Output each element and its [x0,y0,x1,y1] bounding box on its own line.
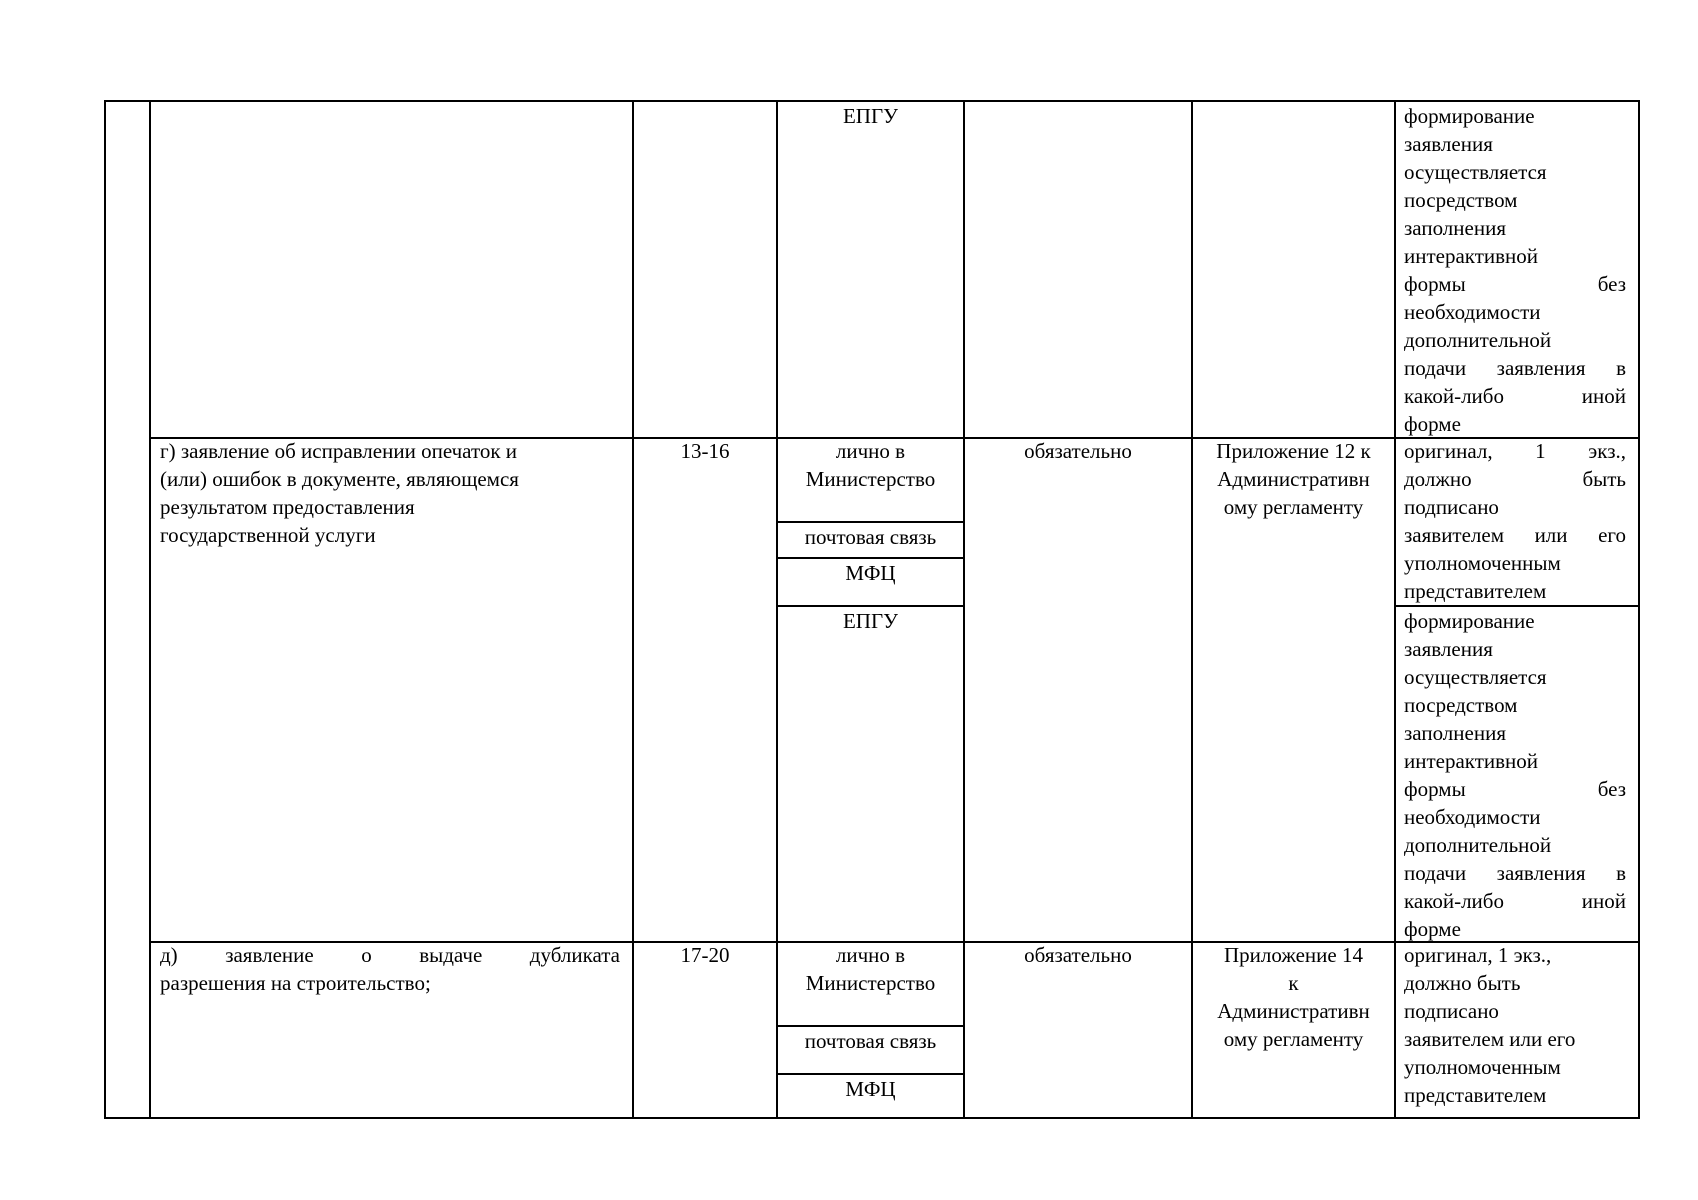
note-line [1404,887,1626,915]
pages-cell [634,941,776,969]
document-name-line: г) заявление об исправлении опечаток и [160,439,518,463]
requirement-line: оригинал, 1 экз., [1404,943,1552,967]
note-line [1404,915,1626,943]
word: заявления [1496,861,1586,885]
requirement-line: уполномоченным [1404,1055,1561,1079]
word: осуществляется [1404,160,1547,184]
requirement-line: подписано [1404,999,1499,1023]
document-name-line: результатом предоставления [160,495,415,519]
note-cell [1404,102,1626,438]
word: уполномоченным [1404,551,1561,575]
pages-text: 17-20 [680,943,730,967]
word: осуществляется [1404,665,1547,689]
note-line [1404,158,1626,186]
word: дополнительной [1404,833,1552,857]
note-line [1404,270,1626,298]
form-reference-line: Приложение 12 к [1216,439,1371,463]
document-name-cell [160,941,620,997]
word: быть [1582,467,1626,491]
note-line [1404,747,1626,775]
document-name-cell [160,437,630,549]
method-epgu-text: ЕПГУ [842,104,898,128]
word: подписано [1404,495,1499,519]
method-epgu [778,607,963,635]
word: в [1616,356,1626,380]
method-post-text: почтовая связь [804,525,937,549]
word: в [1616,861,1626,885]
method-personal-line: Министерство [805,971,936,995]
requirement-line [1404,437,1626,465]
method-post-text: почтовая связь [804,1029,937,1053]
word: оригинал, [1404,439,1493,463]
note-line [1404,831,1626,859]
method-personal [778,941,963,997]
note-line [1404,775,1626,803]
note-line [1404,803,1626,831]
note-line [1404,130,1626,158]
form-reference-line: Административн [1217,467,1370,491]
table-border [1394,101,1396,1119]
word: заявления [1404,637,1493,661]
word: дубликата [529,943,620,967]
method-post [778,523,963,551]
form-reference-line: ому регламенту [1223,495,1364,519]
word: иной [1581,384,1626,408]
word: интерактивной [1404,244,1539,268]
word: форме [1404,412,1461,436]
word: заявителем [1404,523,1505,547]
word: посредством [1404,188,1518,212]
word: заявления [1496,356,1586,380]
table-border [104,1117,1640,1119]
word: о [361,943,372,967]
note-line [1404,410,1626,438]
word: без [1597,272,1626,296]
word: какой-либо [1404,384,1504,408]
requirement-line: представителем [1404,1083,1547,1107]
word: заявления [1404,132,1493,156]
method-post [778,1027,963,1055]
word: необходимости [1404,805,1541,829]
note-line [1404,214,1626,242]
note-line [1404,186,1626,214]
word: какой-либо [1404,889,1504,913]
requirement-line [1404,577,1626,605]
form-reference-line: Приложение 14 [1224,943,1363,967]
method-personal [778,437,963,493]
obligation-cell [965,941,1191,969]
word: должно [1404,467,1472,491]
word: представителем [1404,579,1547,603]
word: интерактивной [1404,749,1539,773]
word: формы [1404,777,1466,801]
word: 1 [1535,439,1546,463]
note-line [1404,102,1626,130]
word: заполнения [1404,721,1506,745]
requirements-cell [1404,941,1626,1109]
method-mfc [778,1075,963,1103]
table-border [149,101,151,1119]
pages-cell [634,437,776,465]
requirement-line [1404,465,1626,493]
word: заявление [225,943,314,967]
obligation-cell [965,437,1191,465]
word: его [1598,523,1626,547]
note-cell [1404,607,1626,943]
word: д) [160,943,178,967]
note-line [1404,691,1626,719]
document-name-line: разрешения на строительство; [160,971,431,995]
word: форме [1404,917,1461,941]
pages-text: 13-16 [680,439,730,463]
form-reference-line: к [1288,971,1299,995]
word: посредством [1404,693,1518,717]
requirement-line [1404,493,1626,521]
word: необходимости [1404,300,1541,324]
word: выдаче [419,943,483,967]
word: формы [1404,272,1466,296]
note-line [1404,663,1626,691]
note-line [1404,354,1626,382]
form-reference-cell [1193,941,1394,1053]
method-personal-line: лично в [835,943,906,967]
note-line [1404,298,1626,326]
word: экз., [1588,439,1626,463]
requirement-line: должно быть [1404,971,1521,995]
form-reference-line: Административн [1217,999,1370,1023]
method-epgu [778,102,963,130]
document-name-line: государственной услуги [160,523,376,547]
method-mfc-text: МФЦ [845,1077,896,1101]
word: заполнения [1404,216,1506,240]
method-personal-line: Министерство [805,467,936,491]
note-line [1404,242,1626,270]
word: подачи [1404,356,1467,380]
word: иной [1581,889,1626,913]
word: дополнительной [1404,328,1552,352]
method-epgu-text: ЕПГУ [842,609,898,633]
note-line [1404,382,1626,410]
form-reference-cell [1193,437,1394,521]
method-personal-line: лично в [835,439,906,463]
note-line [1404,719,1626,747]
document-name-line: (или) ошибок в документе, являющемся [160,467,519,491]
obligation-text: обязательно [1024,943,1132,967]
requirement-line [1404,549,1626,577]
note-line [1404,607,1626,635]
method-mfc-text: МФЦ [845,561,896,585]
obligation-text: обязательно [1024,439,1132,463]
word: подачи [1404,861,1467,885]
word: или [1534,523,1568,547]
table-border [104,101,106,1119]
word: формирование [1404,104,1535,128]
form-reference-line: ому регламенту [1223,1027,1364,1051]
method-mfc [778,559,963,587]
table-border [1638,101,1640,1119]
note-line [1404,635,1626,663]
requirement-line: заявителем или его [1404,1027,1576,1051]
word: без [1597,777,1626,801]
requirement-line [1404,521,1626,549]
requirements-cell [1404,437,1626,605]
note-line [1404,326,1626,354]
note-line [1404,859,1626,887]
document-name-line [160,941,620,969]
word: формирование [1404,609,1535,633]
